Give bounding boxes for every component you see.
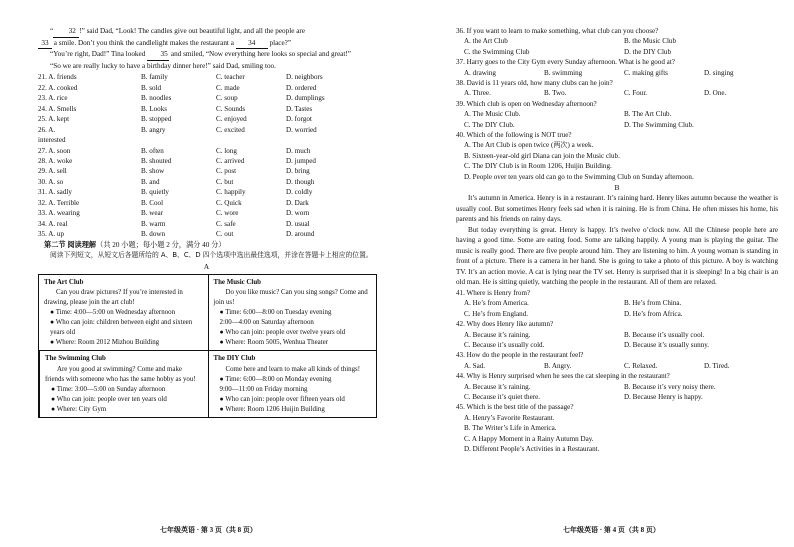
blank-33: 33 bbox=[38, 38, 52, 50]
club-art-name: The Art Club bbox=[44, 278, 84, 286]
club-swimming bbox=[39, 350, 208, 417]
question-37: 37. Harry goes to the City Gym every Sunday afternoon. What is he good at? bbox=[456, 58, 675, 67]
club-music-where: ● Where: Room 5005, Wenhua Theater bbox=[219, 339, 328, 347]
club-music-who: ● Who can join: people over twelve years old bbox=[219, 329, 346, 337]
options-37: A. drawing B. swimming C. making gifts D. singing bbox=[464, 68, 734, 77]
club-diy-where: ● Where: Room 1206 Huijin Building bbox=[219, 405, 325, 413]
club-swimming-who: ● Who can join: people over ten years old bbox=[51, 395, 167, 403]
options-38: A. Three. B. Two. C. Four. D. One. bbox=[464, 89, 727, 98]
club-diy-name: The DIY Club bbox=[213, 355, 256, 363]
club-music-intro: Do you like music? Can you sing songs? Come and join us! bbox=[213, 288, 368, 306]
story-line-3: “You’re right, Dad!” Tina looked 35 and smiled, “Now everything here looks so special and great!” bbox=[38, 49, 383, 61]
club-diy-who: ● Who can join: people over fifteen years old bbox=[219, 395, 345, 403]
club-music-name: The Music Club bbox=[213, 278, 261, 286]
passage-a-label: A bbox=[203, 261, 210, 271]
cloze-row-22: 22. A. cooked B. sold C. made D. ordered bbox=[38, 83, 317, 92]
cloze-row-33: 33. A. wearing B. wear C. wore D. worn bbox=[38, 209, 310, 218]
question-41: 41. Where is Henry from? bbox=[456, 289, 531, 298]
cloze-row-31: 31. A. sadly B. quietly C. happily D. coldly bbox=[38, 188, 313, 197]
passage-b-label: B bbox=[614, 183, 620, 193]
club-swimming-where: ● Where: City Gym bbox=[51, 405, 107, 413]
options-40: A. The Art Club is open twice (两次) a week. B. Sixteen-year-old girl Diana can join the Music club. C. The DIY Club is in Room 1206, Huijin Building. D. People over ten years old can go to the Swimming Club on Sunday afternoon. bbox=[464, 141, 694, 181]
options-45: A. Henry’s Favorite Restaurant. B. The Writer’s Life in America. C. A Happy Moment in a Rainy Autumn Day. D. Different People’s Activities in a Restaurant. bbox=[464, 413, 600, 454]
question-43: 43. How do the people in the restaurant feel? bbox=[456, 351, 584, 360]
club-diy bbox=[208, 350, 377, 417]
club-art-where: ● Where: Room 2012 Mizhou Building bbox=[50, 339, 160, 347]
club-art-intro: Can you draw pictures? If you’re interested in drawing, please join the art club! bbox=[44, 288, 183, 306]
passage-b-paragraph-2: But today everything is great. Henry is happy. It’s twelve o’clock now. All the Chinese people here are having a good time. Some are eating food. Some are talking happily. A young man is playing the guitar. The music is really good. There are five people around him. They are listening to him. A young woman is standing in front of a picture. There is a camera in her hand. She is going to take a photo of this picture. A boy is watching TV. It’s an action movie. A cat is lying near the TV set. Henry is surprised that it is sleeping! In a big chair is an old man. He is sitting quietly, watching the people in the restaurant. All of them are relaxed. bbox=[456, 225, 778, 287]
cloze-row-25: 25. A. kept B. stopped C. enjoyed D. forgot bbox=[38, 115, 312, 124]
club-swimming-intro: Are you good at swimming? Come and make friends with someone who has the same hobby as you! bbox=[45, 365, 196, 383]
club-music-time-2: 2:00—4:00 on Saturday afternoon bbox=[219, 319, 314, 327]
options-42: A. Because it’s raining. B. Because it’s usually cool. C. Because it’s usually cold. D. Because it’s usually sunny. bbox=[464, 330, 710, 350]
story-line-4: “So we are really lucky to have a birthday dinner here!” said Dad, smiling too. bbox=[50, 61, 276, 70]
story-line-1: “ 32 !” said Dad, “Look! The candles give out beautiful light, and all the people are bbox=[38, 26, 383, 38]
options-36: A. the Art Club B. the Music Club C. the Swimming Club D. the DIY Club bbox=[464, 37, 677, 56]
section-title: 第二节 阅读理解（共 20 小题；每小题 2 分，满分 40 分） bbox=[44, 240, 226, 249]
options-43: A. Sad. B. Angry. C. Relaxed. D. Tired. bbox=[464, 361, 730, 370]
club-art-time: ● Time: 4:00—5:00 on Wednesday afternoon bbox=[50, 309, 176, 317]
options-44: A. Because it’s raining. B. Because it’s very noisy there. C. Because it’s quiet there. D. Because Henry is happy. bbox=[464, 382, 716, 402]
question-44: 44. Why is Henry surprised when he sees the cat sleeping in the restaurant? bbox=[456, 372, 670, 381]
club-art bbox=[39, 275, 208, 351]
blank-32: 32 bbox=[53, 26, 79, 38]
club-diy-time-2: 9:00—11:00 on Friday morning bbox=[219, 385, 308, 393]
options-41: A. He’s from America. B. He’s from China. C. He’s from England. D. He’s from Africa. bbox=[464, 299, 683, 318]
cloze-row-27: 27. A. soon B. often C. long D. much bbox=[38, 146, 311, 155]
options-39: A. The Music Club. B. The Art Club. C. The DIY Club. D. The Swimming Club. bbox=[464, 110, 694, 129]
cloze-row-30: 30. A. so B. and C. but D. though bbox=[38, 177, 315, 186]
club-swimming-name: The Swimming Club bbox=[45, 355, 106, 363]
cloze-row-23: 23. A. rice B. noodles C. soup D. dumplings bbox=[38, 94, 325, 103]
club-music-time: ● Time: 6:00—8:00 on Tuesday evening bbox=[219, 309, 332, 317]
cloze-row-35: 35. A. up B. down C. out D. around bbox=[38, 230, 315, 239]
cloze-row-29: 29. A. sell B. show C. post D. bring bbox=[38, 167, 310, 176]
question-45: 45. Which is the best title of the passage? bbox=[456, 403, 574, 412]
question-40: 40. Which of the following is NOT true? bbox=[456, 131, 572, 140]
club-diy-intro: Come here and learn to make all kinds of things! bbox=[225, 365, 361, 373]
passage-b-paragraph-1: It’s autumn in America. Henry is in a restaurant. It’s raining hard. Henry likes autumn because the weather is usually cool. But sometimes Henry feels sad when it is raining. He is from China. He often misses his home, his parents and his friends on rainy days. bbox=[456, 194, 778, 224]
club-diy-time: ● Time: 6:00—8:00 on Monday evening bbox=[219, 375, 332, 383]
page-4-footer: 七年级英语 · 第 4 页（共 8 页） bbox=[563, 526, 660, 534]
cloze-options bbox=[38, 72, 383, 239]
blank-34: 34 bbox=[236, 38, 268, 50]
question-42: 42. Why does Henry like autumn? bbox=[456, 320, 554, 329]
club-art-who: ● Who can join: children between eight and sixteen years old bbox=[50, 319, 193, 337]
question-38: 38. David is 11 years old, how many clubs can he join? bbox=[456, 79, 613, 88]
club-swimming-time: ● Time: 3:00—5:00 on Sunday afternoon bbox=[51, 385, 166, 393]
section-instructions: 阅读下列短文，从短文后各题所给的 A、B、C、D 四个选项中选出最佳选项，并涂在答题卡上相应的位置。 bbox=[50, 251, 373, 260]
club-music bbox=[208, 275, 377, 351]
question-39: 39. Which club is open on Wednesday afternoon? bbox=[456, 99, 597, 108]
story-line-2: 33 a smile. Don’t you think the candlelight makes the restaurant a 34 place?” bbox=[38, 38, 383, 50]
cloze-row-26: 26. A. interested B. angry C. excited D. worried bbox=[38, 125, 317, 145]
page-3-footer: 七年级英语 · 第 3 页（共 8 页） bbox=[160, 526, 257, 534]
question-36: 36. If you want to learn to make something, what club can you choose? bbox=[456, 27, 659, 35]
cloze-row-32: 32. A. Terrible B. Cool C. Quick D. Dark bbox=[38, 198, 309, 207]
page-4 bbox=[397, 0, 794, 547]
blank-35: 35 bbox=[147, 49, 169, 61]
cloze-row-28: 28. A. woke B. shouted C. arrived D. jumped bbox=[38, 157, 316, 165]
cloze-row-21: 21. A. friends B. family C. teacher D. neighbors bbox=[38, 73, 323, 82]
club-table bbox=[38, 274, 377, 418]
cloze-row-24: 24. A. Smells B. Looks C. Sounds D. Tastes bbox=[38, 104, 313, 113]
cloze-row-34: 34. A. real B. warm C. safe D. usual bbox=[38, 219, 310, 228]
